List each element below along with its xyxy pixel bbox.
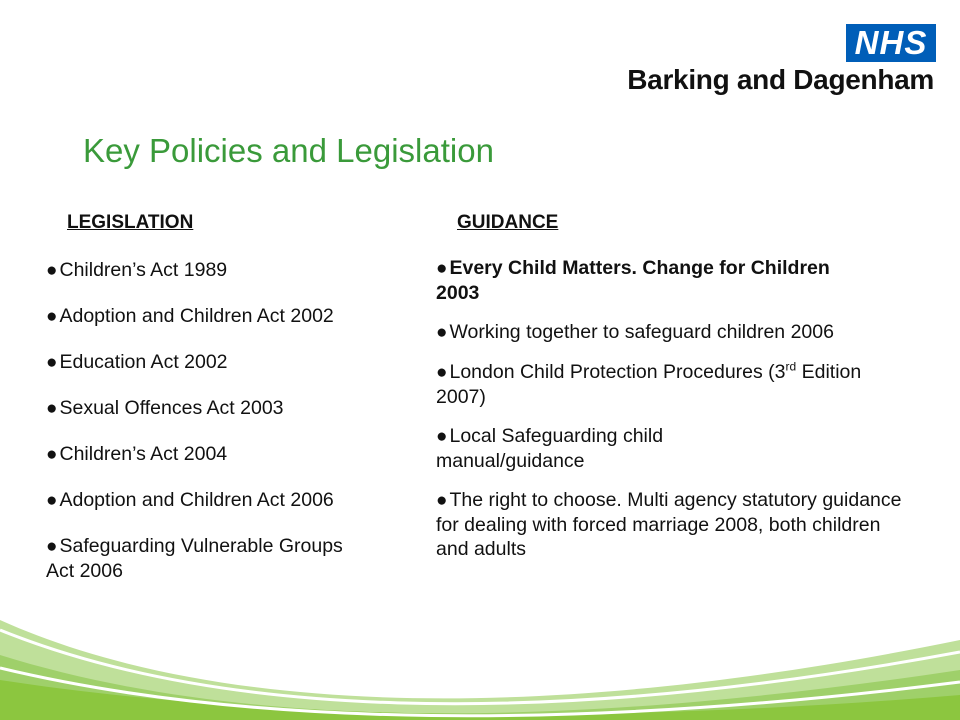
list-item [46,488,426,513]
list-item-text: Adoption and Children Act 2002 [59,305,334,327]
list-item-text: London Child Protection Procedures (3 [449,361,786,383]
bullet-icon: ● [436,322,448,343]
list-item [436,256,856,305]
list-item-text: Every Child Matters. Change for Children 2003 [436,257,830,304]
list-item [46,442,426,467]
bullet-icon: ● [46,260,58,281]
organisation-name: Barking and Dagenham [627,64,934,95]
bullet-icon: ● [46,490,58,511]
list-item-text: Children’s Act 1989 [59,259,228,281]
legislation-heading: LEGISLATION [67,212,194,233]
list-item [436,320,906,345]
bullet-icon: ● [46,444,58,465]
list-item-text: Working together to safeguard children 2006 [449,321,834,343]
nhs-logo-badge [846,24,936,62]
bullet-icon: ● [46,306,58,327]
list-item [436,424,766,473]
list-item [46,396,426,421]
guidance-heading: GUIDANCE [457,212,559,233]
list-item-text: The right to choose. Multi agency statutory guidance for dealing with forced marriage 2008, both children and adults [436,489,902,560]
list-item-text: Edition 2007) [436,361,862,408]
list-item-text: Local Safeguarding child manual/guidance [436,425,664,472]
list-item [46,304,426,329]
nhs-logo-text: NHS [854,24,928,61]
bullet-icon: ● [436,426,448,447]
superscript: rd [785,359,797,374]
legislation-list [46,258,426,604]
list-item [436,360,916,409]
list-item-text: Children’s Act 2004 [59,443,228,465]
list-item-text: Education Act 2002 [59,351,228,373]
bullet-icon: ● [46,536,58,557]
list-item [46,534,366,583]
bullet-icon: ● [436,258,448,279]
bullet-icon: ● [46,398,58,419]
slide-title: Key Policies and Legislation [83,132,494,169]
list-item-text: Safeguarding Vulnerable Groups Act 2006 [46,535,343,582]
guidance-list [436,256,906,576]
bullet-icon: ● [46,352,58,373]
bullet-icon: ● [436,362,448,383]
list-item-text: Adoption and Children Act 2006 [59,489,334,511]
bullet-icon: ● [436,490,448,511]
list-item-text: Sexual Offences Act 2003 [59,397,284,419]
list-item [46,258,426,283]
list-item [436,488,916,561]
list-item [46,350,426,375]
